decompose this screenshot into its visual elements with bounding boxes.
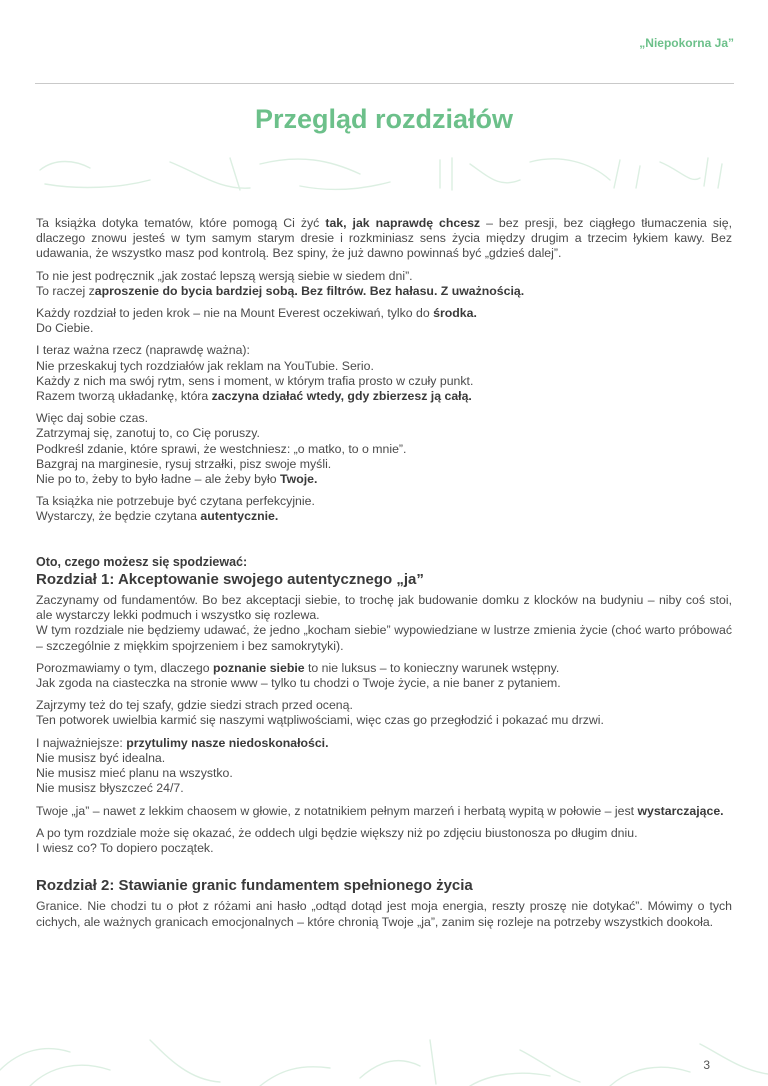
decorative-line-pattern-bottom xyxy=(0,1030,768,1086)
page-title: Przegląd rozdziałów xyxy=(254,104,514,134)
chapter-2-paragraph-1: Granice. Nie chodzi tu o płot z różami ani hasło „odtąd dotąd jest moja energia, reszty proszę nie dotykać”. Mówimy o tych cichych, ale ważnych granicach emocjonalnych – które chronią Twoje „ja”, zanim się rozleje na potrzeby wszystkich dookoła. xyxy=(36,899,732,929)
chapter-1-paragraph-1: Zaczynamy od fundamentów. Bo bez akceptacji siebie, to trochę jak budowanie domku z klocków na budyniu – niby coś stoi, ale wystarczy lekki podmuch i wszystko się rozlewa. W tym rozdziale nie będziemy udawać, że jedno „kocham siebie” wypowiedziane w lustrze zmienia życie (choć warto próbować – szczególnie z miękkim spojrzeniem i bez samokrytyki). xyxy=(36,593,732,653)
main-content xyxy=(36,216,732,937)
page-number: 3 xyxy=(703,1058,710,1072)
chapter-1-paragraph-5: Twoje „ja” – nawet z lekkim chaosem w głowie, z notatnikiem pełnym marzeń i herbatą wypitą w połowie – jest wystarczające. xyxy=(36,803,724,818)
chapter-1-paragraph-3: Zajrzymy też do tej szafy, gdzie siedzi strach przed oceną. Ten potworek uwielbia karmić się naszymi wątpliwościami, więc czas go przegłodzić i pokazać mu drzwi. xyxy=(36,698,604,728)
chapters-lead: Oto, czego możesz się spodziewać: xyxy=(36,554,248,569)
chapter-1-paragraph-4: I najważniejsze: przytulimy nasze niedoskonałości. Nie musisz być idealna. Nie musisz mieć planu na wszystko. Nie musisz błyszczeć 24/7. xyxy=(36,735,329,796)
intro-paragraph-1: Ta książka dotyka tematów, które pomogą Ci żyć tak, jak naprawdę chcesz – bez presji, bez ciągłego tłumaczenia się, dlaczego znowu jesteś w tym samym starym dresie i rozkminiasz sens życia między drugim a trzecim łykiem kawy. Bez udawania, że wszystko masz pod kontrolą. Bez spiny, że już dawno powinnaś być „gdzieś dalej”. xyxy=(36,216,732,261)
intro-paragraph-6: Ta książka nie potrzebuje być czytana perfekcyjnie. Wystarczy, że będzie czytana autentycznie. xyxy=(36,494,315,524)
intro-paragraph-2: To nie jest podręcznik „jak zostać lepszą wersją siebie w siedem dni”. To raczej zaproszenie do bycia bardziej sobą. Bez filtrów. Bez hałasu. Z uważnością. xyxy=(36,268,525,298)
chapter-1-paragraph-6: A po tym rozdziale może się okazać, że oddech ulgi będzie większy niż po zdjęciu biustonosza po długim dniu. I wiesz co? To dopiero początek. xyxy=(36,825,638,855)
intro-paragraph-3: Każdy rozdział to jeden krok – nie na Mount Everest oczekiwań, tylko do środka. Do Ciebie. xyxy=(36,306,477,336)
intro-paragraph-5: Więc daj sobie czas. Zatrzymaj się, zanotuj to, co Cię poruszy. Podkreśl zdanie, które sprawi, że westchniesz: „o matko, to o mnie”. Bazgraj na marginesie, rysuj strzałki, pisz swoje myśli. Nie po to, żeby to było ładne – ale żeby było Twoje. xyxy=(36,411,407,487)
header-divider xyxy=(35,83,734,84)
decorative-line-pattern-top xyxy=(0,150,768,195)
chapter-2-heading: Rozdział 2: Stawianie granic fundamentem spełnionego życia xyxy=(36,877,473,895)
book-title: „Niepokorna Ja” xyxy=(639,36,734,50)
chapter-1-paragraph-2: Porozmawiamy o tym, dlaczego poznanie siebie to nie luksus – to konieczny warunek wstępny. Jak zgoda na ciasteczka na stronie www – tylko tu chodzi o Twoje życie, a nie baner z pytaniem. xyxy=(36,660,561,691)
chapter-1-heading: Rozdział 1: Akceptowanie swojego autentycznego „ja” xyxy=(36,570,424,588)
intro-paragraph-4: I teraz ważna rzecz (naprawdę ważna): Nie przeskakuj tych rozdziałów jak reklam na YouTubie. Serio. Każdy z nich ma swój rytm, sens i moment, w którym trafia prosto w czuły punkt. Razem tworzą układankę, która zaczyna działać wtedy, gdy zbierzesz ją całą. xyxy=(36,343,474,404)
